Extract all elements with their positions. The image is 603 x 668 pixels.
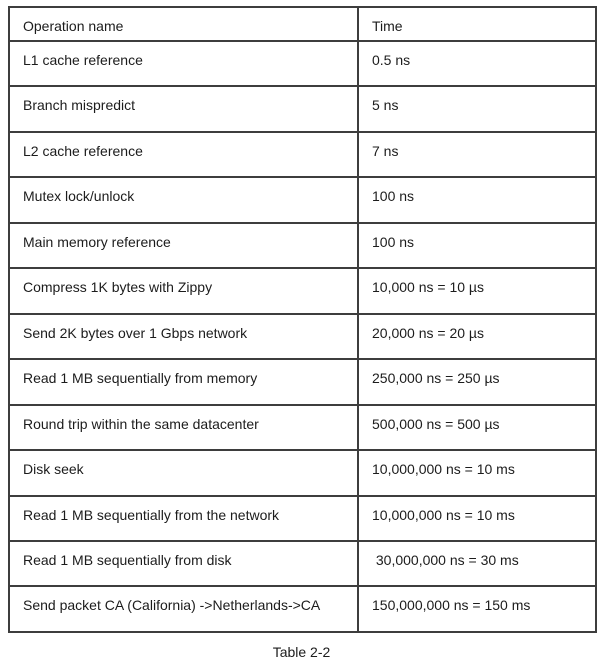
- time-cell: 100 ns: [358, 223, 596, 268]
- operation-cell: L2 cache reference: [9, 132, 358, 177]
- table-row: [9, 41, 596, 86]
- table-row: [9, 450, 596, 495]
- table-row: [9, 177, 596, 222]
- column-header-operation: Operation name: [9, 7, 358, 41]
- operation-cell: Disk seek: [9, 450, 358, 495]
- operation-cell: Send 2K bytes over 1 Gbps network: [9, 314, 358, 359]
- table-row: [9, 359, 596, 404]
- table-row: [9, 586, 596, 632]
- time-cell: 250,000 ns = 250 µs: [358, 359, 596, 404]
- table-caption: Table 2-2: [272, 644, 331, 660]
- table-row: [9, 496, 596, 541]
- time-cell: 10,000 ns = 10 µs: [358, 268, 596, 313]
- time-cell: 7 ns: [358, 132, 596, 177]
- operation-cell: Branch mispredict: [9, 86, 358, 131]
- time-cell: 0.5 ns: [358, 41, 596, 86]
- time-cell: 10,000,000 ns = 10 ms: [358, 450, 596, 495]
- time-cell: 20,000 ns = 20 µs: [358, 314, 596, 359]
- table-row: [9, 268, 596, 313]
- time-cell: 5 ns: [358, 86, 596, 131]
- time-cell: 10,000,000 ns = 10 ms: [358, 496, 596, 541]
- table-row: [9, 314, 596, 359]
- time-cell: 150,000,000 ns = 150 ms: [358, 586, 596, 632]
- header-row: [9, 7, 596, 41]
- operation-cell: Send packet CA (California) ->Netherlands->CA: [9, 586, 358, 632]
- operation-cell: L1 cache reference: [9, 41, 358, 86]
- latency-table: [8, 6, 597, 633]
- operation-cell: Round trip within the same datacenter: [9, 405, 358, 450]
- time-cell: 30,000,000 ns = 30 ms: [358, 541, 596, 586]
- table-row: [9, 86, 596, 131]
- operation-cell: Compress 1K bytes with Zippy: [9, 268, 358, 313]
- operation-cell: Read 1 MB sequentially from memory: [9, 359, 358, 404]
- time-cell: 500,000 ns = 500 µs: [358, 405, 596, 450]
- table-row: [9, 223, 596, 268]
- operation-cell: Read 1 MB sequentially from disk: [9, 541, 358, 586]
- time-cell: 100 ns: [358, 177, 596, 222]
- table-row: [9, 541, 596, 586]
- table-row: [9, 405, 596, 450]
- table-row: [9, 132, 596, 177]
- operation-cell: Main memory reference: [9, 223, 358, 268]
- column-header-time: Time: [358, 7, 596, 41]
- operation-cell: Mutex lock/unlock: [9, 177, 358, 222]
- operation-cell: Read 1 MB sequentially from the network: [9, 496, 358, 541]
